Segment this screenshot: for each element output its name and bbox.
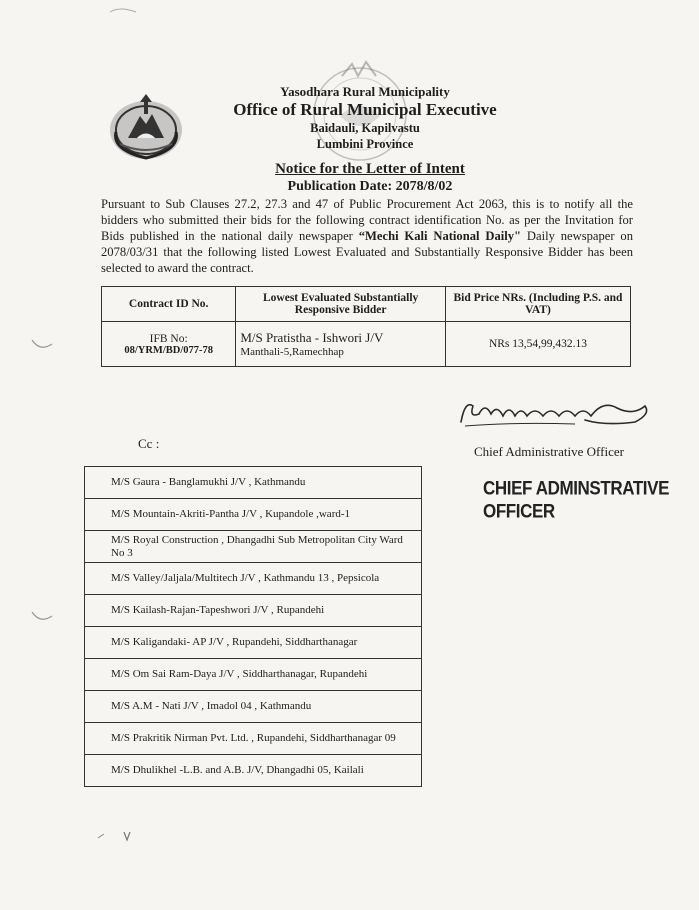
- cc-table: [84, 466, 422, 787]
- paragraph-part-2: Daily newspaper on 2078/03/31 that the following listed Lowest Evaluated and Substantially Responsive Bidder has been selected to award the contract.: [101, 229, 633, 275]
- table-row: [85, 595, 422, 627]
- province-name: Lumbini Province: [316, 137, 414, 151]
- cc-item: M/S Kaligandaki- AP J/V , Rupandehi, Siddharthanagar: [85, 627, 422, 659]
- nepal-emblem-icon: [106, 92, 186, 162]
- newspaper-name: “Mechi Kali National Daily": [358, 229, 522, 243]
- signature-icon: [455, 392, 655, 432]
- table-row: [102, 322, 631, 367]
- cc-item: M/S Mountain-Akriti-Pantha J/V , Kupandole ,ward-1: [85, 499, 422, 531]
- notice-title: Notice for the Letter of Intent: [275, 161, 465, 177]
- contract-table: [101, 286, 631, 367]
- signatory-title: Chief Administrative Officer: [474, 444, 624, 459]
- scan-mark-icon: [30, 608, 54, 628]
- table-row: [85, 659, 422, 691]
- header-bidder: Lowest Evaluated Substantially Responsive Bidder: [236, 287, 446, 322]
- notice-paragraph: [101, 196, 633, 276]
- table-row: [85, 755, 422, 787]
- header-contract-id: Contract ID No.: [102, 287, 236, 322]
- cc-item: M/S A.M - Nati J/V , Imadol 04 , Kathmandu: [85, 691, 422, 723]
- scan-mark-icon: [96, 826, 136, 846]
- table-row: [85, 691, 422, 723]
- signatory-stamp: CHIEF ADMINSTRATIVE OFFICER: [483, 477, 670, 522]
- cc-item: M/S Om Sai Ram-Daya J/V , Siddharthanagar, Rupandehi: [85, 659, 422, 691]
- cc-item: M/S Gaura - Banglamukhi J/V , Kathmandu: [85, 467, 422, 499]
- cc-label: Cc :: [138, 436, 160, 451]
- table-row: [85, 499, 422, 531]
- table-header-row: [102, 287, 631, 322]
- paragraph-part-1: Pursuant to Sub Clauses 27.2, 27.3 and 47 of Public Procurement Act 2063, this is to notify all the bidders who submitted their bids for the following contract identification No. as per the Invitation for Bids published in the national daily newspaper: [101, 197, 633, 243]
- publication-date: Publication Date: 2078/8/02: [287, 179, 453, 194]
- table-row: [85, 563, 422, 595]
- cc-item: M/S Valley/Jaljala/Multitech J/V , Kathmandu 13 , Pepsicola: [85, 563, 422, 595]
- contract-id-cell: [102, 322, 236, 367]
- ifb-number: 08/YRM/BD/077-78: [124, 344, 213, 356]
- bid-price-cell: NRs 13,54,99,432.13: [445, 322, 630, 367]
- letterhead: [200, 84, 530, 152]
- scan-mark-icon: [30, 336, 54, 356]
- bidder-name: M/S Pratistha - Ishwori J/V: [240, 330, 384, 345]
- table-row: [85, 467, 422, 499]
- table-row: [85, 723, 422, 755]
- scan-mark-icon: [108, 4, 138, 18]
- municipality-name: Yasodhara Rural Municipality: [280, 84, 450, 99]
- cc-item: M/S Dhulikhel -L.B. and A.B. J/V, Dhangadhi 05, Kailali: [85, 755, 422, 787]
- office-name: Office of Rural Municipal Executive: [233, 100, 497, 119]
- table-row: [85, 531, 422, 563]
- cc-item: M/S Royal Construction , Dhangadhi Sub Metropolitan City Ward No 3: [85, 531, 422, 563]
- table-row: [85, 627, 422, 659]
- cc-item: M/S Prakritik Nirman Pvt. Ltd. , Rupandehi, Siddharthanagar 09: [85, 723, 422, 755]
- bidder-cell: [236, 322, 446, 367]
- header-bid-price: Bid Price NRs. (Including P.S. and VAT): [445, 287, 630, 322]
- ifb-label: IFB No:: [149, 332, 188, 345]
- office-location: Baidauli, Kapilvastu: [310, 121, 420, 135]
- bidder-address: Manthali-5,Ramechhap: [240, 346, 344, 358]
- cc-item: M/S Kailash-Rajan-Tapeshwori J/V , Rupandehi: [85, 595, 422, 627]
